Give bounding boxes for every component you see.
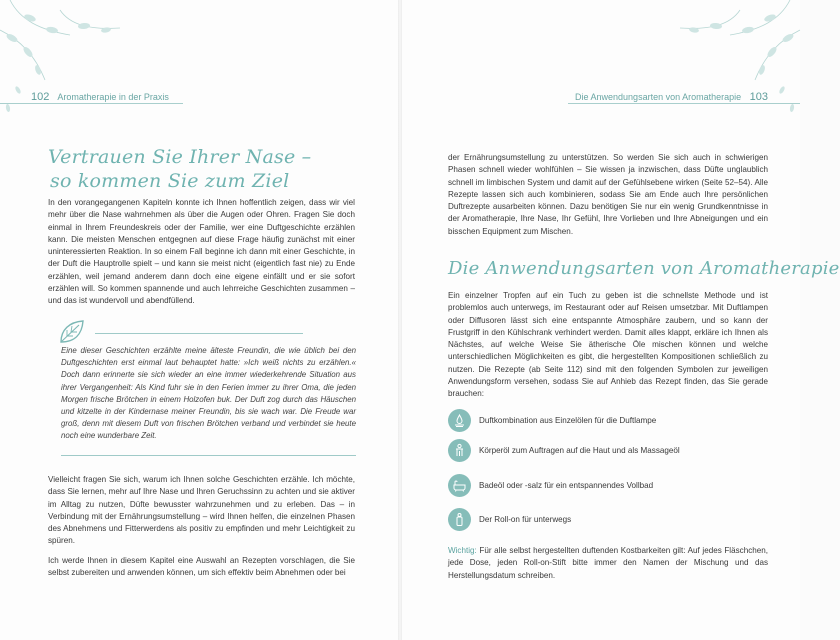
symbol-row-rollon — [448, 507, 768, 531]
left-title-line-1: Vertrauen Sie Ihrer Nase – — [48, 146, 312, 168]
symbol-row-bath — [448, 473, 768, 497]
leaf-icon — [57, 318, 87, 346]
left-paragraph-2: Vielleicht fragen Sie sich, warum ich Ihnen solche Geschichten erzähle. Ich möchte, dass Sie lernen, mehr auf Ihre Nase und Ihren Geruchssinn zu achten und sie aktiver im Alltag zu nutzen, Düfte bewusster wahrzunehmen und zu erleben. Das – in Verbindung mit der Ernährungsumstellung – wird Ihnen helfen, die einzelnen Phasen des Abnehmens und Fitterwerdens als positiv zu empfinden und mehr Leichtigkeit zu spüren. — [48, 475, 355, 546]
book-gutter — [398, 0, 402, 640]
symbol-label: Badeöl oder -salz für ein entspannendes Vollbad — [479, 480, 654, 490]
right-intro-paragraph: Ein einzelner Tropfen auf ein Tuch zu geben ist die schnellste Methode und ist problemlos auch unterwegs, im Restaurant oder auf Reisen umsetzbar. Mit Duftlampen oder Diffusoren lässt sich eine entspannte Atmosphäre zaubern, und so kann der Frustgriff in den Kühlschrank verhindert werden. Damit alles klappt, erkläre ich Ihnen als Nächstes, auf welche Weise Sie ätherische Öle mischen können und welche unterschiedlichen Möglichkeiten es gibt, die hergestellten Kompositionen schließlich zu nutzen. Die Rezepte (ab Seite 112) sind mit den folgenden Symbolen zur jeweiligen Anwendungsform versehen, sodass Sie auf Anhieb das Rezept finden, das Sie gerade brauchen: — [448, 291, 768, 399]
roll-on-bottle-icon — [448, 508, 471, 531]
symbol-label: Duftkombination aus Einzelölen für die Duftlampe — [479, 415, 657, 425]
left-header-rule — [0, 103, 183, 104]
symbol-label: Körperöl zum Auftragen auf die Haut und als Massageöl — [479, 445, 680, 455]
right-running-head-text: Die Anwendungsarten von Aromatherapie — [575, 92, 742, 102]
right-continued-paragraph: der Ernährungsumstellung zu unterstützen. So werden Sie sich auch in schwierigen Phasen schnell wieder wohlfühlen – Sie wissen ja inzwischen, dass Düfte unglaublich schnell im limbischen System und damit auf der Gefühlsebene wirken (Seite 52–54). Alle Rezepte lassen sich auch kombinieren, sodass Sie am Ende auch Ihre persönlichen Duftrezepte ausarbeiten können. Dazu benötigen Sie nur ein wenig Grundkenntnisse in der Aromatherapie, Ihre Nase, Ihr Gefühl, Ihre Vorlieben und Ihre Abneigungen und ein bisschen Equipment zum Mischen. — [448, 153, 768, 236]
left-running-head — [31, 91, 169, 103]
symbol-label: Der Roll-on für unterwegs — [479, 514, 572, 524]
important-note-label: Wichtig: — [448, 546, 477, 555]
left-page-number: 102 — [31, 91, 50, 103]
important-note — [448, 545, 768, 582]
left-title-line-2: so kommen Sie zum Ziel — [50, 170, 290, 192]
bathtub-icon — [448, 474, 471, 497]
symbol-row-lamp — [448, 408, 768, 432]
right-section-title: Die Anwendungsarten von Aromatherapie — [448, 258, 840, 279]
left-chapter-title — [48, 145, 311, 193]
anecdote-quote: Eine dieser Geschichten erzählte meine älteste Freundin, die wie üblich bei den Duftgeschichten erst einmal laut behauptet hatte: »Ich weiß nichts zu erzählen.« Doch dann erinnerte sie sich wieder an eine immer wiederkehrende Situation aus ihrer Vergangenheit: Als Kind fuhr sie in den Ferien immer zu ihrer Oma, die jeden Morgen frische Brötchen in einem Holzofen buk. Der Duft zog durch das Häuschen und kitzelte in der Kindernase meiner Freundin, bis sie wach war. Die Freude war groß, denn mit diesem Duft von frischen Brötchen verband und verbindet sie heute noch eine wunderbare Zeit. — [61, 346, 356, 441]
massage-body-icon — [448, 439, 471, 462]
left-intro-paragraph: In den vorangegangenen Kapiteln konnte ich Ihnen hoffentlich zeigen, dass wir viel mehr über die Nase wahrnehmen als über die Augen oder Ohren. Fragen Sie doch einmal in Ihrem Freundeskreis oder der Familie, wer eine Duftgeschichte erzählen kann. Die meisten Menschen entgegnen auf diese Frage häufig zunächst mit einer uninteressierten Reaktion. In so einem Fall beginne ich dann mit einer Geschichte, in der Duft die Hauptrolle spielt – und kann sie meist nicht (eigentlich fast nie) zu Ende erzählen, weil jemand anderem dann doch eine eigene einfällt und er sie sofort erzählen will. So kommen spannende und auch lehrreiche Geschichten zusammen – und das ist wundervoll und abendfüllend. — [48, 198, 355, 306]
important-note-text: Für alle selbst hergestellten duftenden Kostbarkeiten gilt: Auf jedes Fläschchen, jede Dose, jeden Roll-on-Stift bitte immer den Namen der Mischung und das Herstellungsdatum schreiben. — [448, 546, 768, 580]
left-running-head-text: Aromatherapie in der Praxis — [57, 92, 169, 102]
right-running-head — [575, 91, 768, 103]
quote-top-rule — [95, 333, 303, 334]
right-header-rule — [568, 103, 800, 104]
oil-lamp-icon — [448, 409, 471, 432]
quote-bottom-rule — [61, 455, 356, 456]
symbol-row-body-oil — [448, 438, 768, 462]
right-page-number: 103 — [749, 91, 768, 103]
left-paragraph-3: Ich werde Ihnen in diesem Kapitel eine Auswahl an Rezepten vorschlagen, die Sie selbst zubereiten und anwenden können, um sich effektiv beim Abnehmen oder bei — [48, 556, 355, 578]
